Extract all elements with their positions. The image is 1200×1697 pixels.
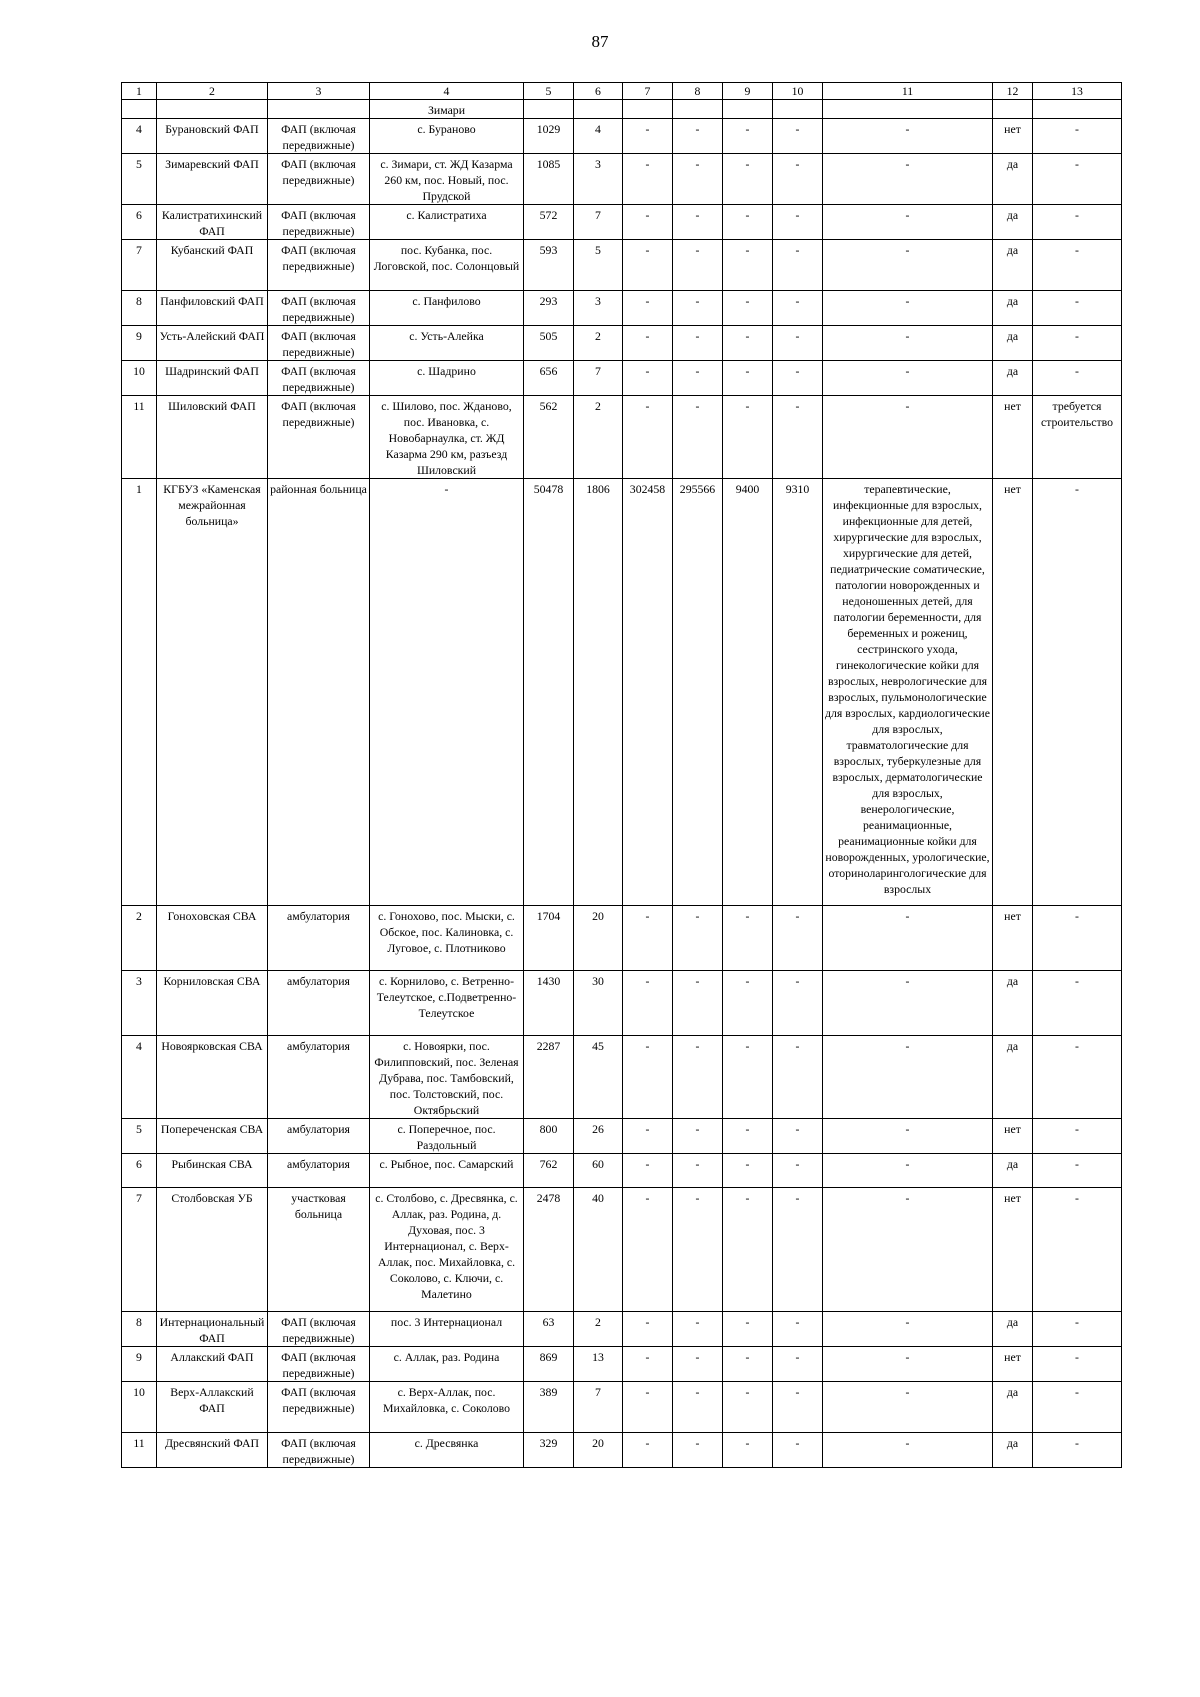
col-8-value: - — [673, 291, 723, 326]
facility-type: районная больница — [268, 479, 370, 906]
col-6-value: 20 — [574, 906, 623, 971]
row-number: 11 — [122, 1433, 157, 1468]
col-8-value: - — [673, 1119, 723, 1154]
col-10-value: - — [773, 971, 823, 1036]
col-7-value: - — [623, 361, 673, 396]
facility-type: амбулатория — [268, 1036, 370, 1119]
bed-profiles: - — [823, 1036, 993, 1119]
col-10-value: - — [773, 240, 823, 291]
facility-name: Корниловская СВА — [157, 971, 268, 1036]
table-row — [122, 361, 1122, 396]
served-settlements: с. Верх-Аллак, пос. Михайловка, с. Соколово — [370, 1382, 524, 1433]
col-10-value: - — [773, 396, 823, 479]
facility-name: Усть-Алейский ФАП — [157, 326, 268, 361]
col-10-value: - — [773, 1154, 823, 1188]
facility-type: ФАП (включая передвижные) — [268, 205, 370, 240]
table-row — [122, 240, 1122, 291]
row-number — [122, 100, 157, 119]
col-12-value: да — [993, 971, 1033, 1036]
facilities-table — [121, 82, 1122, 1468]
bed-profiles: - — [823, 205, 993, 240]
table-row — [122, 291, 1122, 326]
facility-name: Попереченская СВА — [157, 1119, 268, 1154]
col-7-value: - — [623, 1154, 673, 1188]
facility-type: участковая больница — [268, 1188, 370, 1312]
col-8-value: - — [673, 396, 723, 479]
col-12-value: нет — [993, 906, 1033, 971]
col-6-value: 1806 — [574, 479, 623, 906]
facility-type — [268, 100, 370, 119]
col-10-value: - — [773, 1119, 823, 1154]
col-5-value: 50478 — [524, 479, 574, 906]
header-cell: 2 — [157, 83, 268, 100]
col-7-value: - — [623, 154, 673, 205]
row-number: 8 — [122, 291, 157, 326]
facility-type: ФАП (включая передвижные) — [268, 240, 370, 291]
col-8-value: - — [673, 971, 723, 1036]
col-5-value: 1430 — [524, 971, 574, 1036]
col-5-value: 869 — [524, 1347, 574, 1382]
col-13-value: - — [1033, 1433, 1122, 1468]
col-5-value: 63 — [524, 1312, 574, 1347]
facility-type: ФАП (включая передвижные) — [268, 1433, 370, 1468]
facility-type: ФАП (включая передвижные) — [268, 291, 370, 326]
col-10-value — [773, 100, 823, 119]
served-settlements: Зимари — [370, 100, 524, 119]
col-5-value: 505 — [524, 326, 574, 361]
col-5-value: 800 — [524, 1119, 574, 1154]
col-12-value: да — [993, 240, 1033, 291]
col-12-value: да — [993, 1312, 1033, 1347]
row-number: 4 — [122, 119, 157, 154]
row-number: 7 — [122, 240, 157, 291]
col-7-value: - — [623, 1119, 673, 1154]
col-5-value: 389 — [524, 1382, 574, 1433]
facility-type: ФАП (включая передвижные) — [268, 326, 370, 361]
row-number: 5 — [122, 154, 157, 205]
col-6-value: 7 — [574, 1382, 623, 1433]
col-13-value: - — [1033, 291, 1122, 326]
col-10-value: 9310 — [773, 479, 823, 906]
bed-profiles: - — [823, 119, 993, 154]
facility-name: Столбовская УБ — [157, 1188, 268, 1312]
col-6-value: 2 — [574, 1312, 623, 1347]
table-row — [122, 1347, 1122, 1382]
served-settlements: с. Зимари, ст. ЖД Казарма 260 км, пос. Новый, пос. Прудской — [370, 154, 524, 205]
header-cell: 3 — [268, 83, 370, 100]
col-12-value: да — [993, 1036, 1033, 1119]
facility-type: ФАП (включая передвижные) — [268, 119, 370, 154]
col-8-value: - — [673, 1036, 723, 1119]
facility-type: амбулатория — [268, 1119, 370, 1154]
col-6-value: 13 — [574, 1347, 623, 1382]
header-cell: 8 — [673, 83, 723, 100]
col-12-value: да — [993, 154, 1033, 205]
table-row — [122, 154, 1122, 205]
col-9-value — [723, 100, 773, 119]
bed-profiles: - — [823, 971, 993, 1036]
col-10-value: - — [773, 119, 823, 154]
col-6-value: 30 — [574, 971, 623, 1036]
bed-profiles: - — [823, 361, 993, 396]
bed-profiles: - — [823, 291, 993, 326]
served-settlements: с. Корнилово, с. Ветренно-Телеутское, с.Подветренно-Телеутское — [370, 971, 524, 1036]
facility-name: Верх-Аллакский ФАП — [157, 1382, 268, 1433]
col-13-value — [1033, 100, 1122, 119]
col-12-value — [993, 100, 1033, 119]
col-10-value: - — [773, 154, 823, 205]
facility-name: Шиловский ФАП — [157, 396, 268, 479]
col-9-value: - — [723, 1188, 773, 1312]
col-5-value: 593 — [524, 240, 574, 291]
col-9-value: - — [723, 1154, 773, 1188]
col-9-value: - — [723, 326, 773, 361]
row-number: 10 — [122, 1382, 157, 1433]
col-13-value: требуется строительство — [1033, 396, 1122, 479]
col-8-value: - — [673, 1188, 723, 1312]
col-9-value: - — [723, 1382, 773, 1433]
served-settlements: с. Усть-Алейка — [370, 326, 524, 361]
col-9-value: - — [723, 906, 773, 971]
facility-type: ФАП (включая передвижные) — [268, 1312, 370, 1347]
col-12-value: нет — [993, 119, 1033, 154]
facility-name: Шадринский ФАП — [157, 361, 268, 396]
table-row — [122, 1188, 1122, 1312]
row-number: 7 — [122, 1188, 157, 1312]
bed-profiles: - — [823, 1312, 993, 1347]
col-7-value: - — [623, 240, 673, 291]
col-13-value: - — [1033, 906, 1122, 971]
table-row — [122, 1382, 1122, 1433]
col-10-value: - — [773, 1347, 823, 1382]
col-6-value: 5 — [574, 240, 623, 291]
col-12-value: да — [993, 1433, 1033, 1468]
table-row — [122, 971, 1122, 1036]
col-12-value: нет — [993, 396, 1033, 479]
facility-name: Панфиловский ФАП — [157, 291, 268, 326]
row-number: 9 — [122, 1347, 157, 1382]
col-13-value: - — [1033, 1347, 1122, 1382]
served-settlements: с. Дресвянка — [370, 1433, 524, 1468]
col-9-value: - — [723, 1312, 773, 1347]
facility-name: Калистратихинский ФАП — [157, 205, 268, 240]
col-12-value: нет — [993, 1347, 1033, 1382]
row-number: 5 — [122, 1119, 157, 1154]
col-10-value: - — [773, 1188, 823, 1312]
row-number: 1 — [122, 479, 157, 906]
table-row — [122, 396, 1122, 479]
header-cell: 7 — [623, 83, 673, 100]
facility-type: ФАП (включая передвижные) — [268, 361, 370, 396]
col-12-value: да — [993, 205, 1033, 240]
col-5-value: 1029 — [524, 119, 574, 154]
col-13-value: - — [1033, 240, 1122, 291]
col-8-value: - — [673, 1154, 723, 1188]
row-number: 6 — [122, 1154, 157, 1188]
served-settlements: с. Шадрино — [370, 361, 524, 396]
col-7-value: - — [623, 1347, 673, 1382]
facility-name: Новоярковская СВА — [157, 1036, 268, 1119]
col-5-value: 656 — [524, 361, 574, 396]
facility-name: Рыбинская СВА — [157, 1154, 268, 1188]
header-cell: 1 — [122, 83, 157, 100]
col-6-value: 26 — [574, 1119, 623, 1154]
bed-profiles: - — [823, 326, 993, 361]
served-settlements: - — [370, 479, 524, 906]
col-5-value — [524, 100, 574, 119]
col-13-value: - — [1033, 205, 1122, 240]
col-6-value: 40 — [574, 1188, 623, 1312]
table-row — [122, 479, 1122, 906]
bed-profiles: - — [823, 1119, 993, 1154]
col-7-value: - — [623, 291, 673, 326]
col-8-value: - — [673, 361, 723, 396]
bed-profiles: - — [823, 396, 993, 479]
served-settlements: с. Аллак, раз. Родина — [370, 1347, 524, 1382]
bed-profiles: - — [823, 154, 993, 205]
table-row — [122, 1119, 1122, 1154]
col-9-value: - — [723, 291, 773, 326]
col-5-value: 329 — [524, 1433, 574, 1468]
facility-name — [157, 100, 268, 119]
col-13-value: - — [1033, 1036, 1122, 1119]
col-9-value: - — [723, 119, 773, 154]
col-9-value: - — [723, 361, 773, 396]
row-number: 10 — [122, 361, 157, 396]
col-10-value: - — [773, 906, 823, 971]
col-8-value: 295566 — [673, 479, 723, 906]
facility-type: ФАП (включая передвижные) — [268, 396, 370, 479]
row-number: 8 — [122, 1312, 157, 1347]
header-cell: 5 — [524, 83, 574, 100]
col-6-value: 45 — [574, 1036, 623, 1119]
col-6-value: 20 — [574, 1433, 623, 1468]
table-row — [122, 205, 1122, 240]
col-8-value — [673, 100, 723, 119]
col-7-value: - — [623, 971, 673, 1036]
col-7-value — [623, 100, 673, 119]
facility-name: Бурановский ФАП — [157, 119, 268, 154]
col-9-value: - — [723, 240, 773, 291]
col-8-value: - — [673, 154, 723, 205]
facility-type: амбулатория — [268, 906, 370, 971]
col-12-value: да — [993, 1154, 1033, 1188]
facility-name: Гонохoвская СВА — [157, 906, 268, 971]
served-settlements: пос. Кубанка, пос. Логовской, пос. Солонцовый — [370, 240, 524, 291]
col-5-value: 572 — [524, 205, 574, 240]
bed-profiles: - — [823, 1433, 993, 1468]
facility-name: Кубанский ФАП — [157, 240, 268, 291]
col-13-value: - — [1033, 971, 1122, 1036]
col-8-value: - — [673, 240, 723, 291]
col-7-value: - — [623, 1188, 673, 1312]
facility-type: ФАП (включая передвижные) — [268, 1347, 370, 1382]
bed-profiles — [823, 100, 993, 119]
bed-profiles: - — [823, 1188, 993, 1312]
col-12-value: нет — [993, 1188, 1033, 1312]
col-5-value: 1085 — [524, 154, 574, 205]
col-10-value: - — [773, 205, 823, 240]
col-10-value: - — [773, 1312, 823, 1347]
col-7-value: - — [623, 205, 673, 240]
header-cell: 6 — [574, 83, 623, 100]
table-row — [122, 906, 1122, 971]
facility-type: ФАП (включая передвижные) — [268, 154, 370, 205]
col-6-value: 2 — [574, 326, 623, 361]
col-13-value: - — [1033, 154, 1122, 205]
header-cell: 4 — [370, 83, 524, 100]
row-number: 9 — [122, 326, 157, 361]
col-8-value: - — [673, 1382, 723, 1433]
header-row — [122, 83, 1122, 100]
col-8-value: - — [673, 1347, 723, 1382]
col-8-value: - — [673, 1433, 723, 1468]
col-5-value: 1704 — [524, 906, 574, 971]
col-6-value: 7 — [574, 205, 623, 240]
col-6-value: 2 — [574, 396, 623, 479]
served-settlements: с. Гонохово, пос. Мыски, с. Обское, пос. Калиновка, с. Луговое, с. Плотниково — [370, 906, 524, 971]
table-row — [122, 119, 1122, 154]
col-6-value: 4 — [574, 119, 623, 154]
col-12-value: да — [993, 1382, 1033, 1433]
col-7-value: - — [623, 1036, 673, 1119]
facility-name: КГБУЗ «Каменская межрайонная больница» — [157, 479, 268, 906]
col-7-value: - — [623, 396, 673, 479]
col-7-value: 302458 — [623, 479, 673, 906]
table-row — [122, 326, 1122, 361]
col-9-value: - — [723, 154, 773, 205]
header-cell: 12 — [993, 83, 1033, 100]
col-8-value: - — [673, 205, 723, 240]
facility-type: амбулатория — [268, 971, 370, 1036]
table-row — [122, 1433, 1122, 1468]
row-number: 11 — [122, 396, 157, 479]
col-7-value: - — [623, 119, 673, 154]
served-settlements: пос. 3 Интернационал — [370, 1312, 524, 1347]
col-9-value: - — [723, 971, 773, 1036]
col-8-value: - — [673, 1312, 723, 1347]
bed-profiles: терапевтические, инфекционные для взрослых, инфекционные для детей, хирургические для взрослых, хирургические для детей, педиатрические соматические, патологии новорожденных и недоношенных детей, для патологии беременности, для беременных и рожениц, сестринского ухода, гинекологические койки для взрослых, неврологические для взрослых, пульмонологические для взрослых, кардиологические для взрослых, травматологические для взрослых, туберкулезные для взрослых, дерматологические для взрослых, венерологические, реанимационные, реанимационные койки для новорожденных, урологические, оториноларингологические для взрослых — [823, 479, 993, 906]
col-7-value: - — [623, 1433, 673, 1468]
col-5-value: 293 — [524, 291, 574, 326]
col-13-value: - — [1033, 1119, 1122, 1154]
header-cell: 11 — [823, 83, 993, 100]
header-cell: 10 — [773, 83, 823, 100]
row-number: 3 — [122, 971, 157, 1036]
col-10-value: - — [773, 1433, 823, 1468]
col-10-value: - — [773, 361, 823, 396]
col-13-value: - — [1033, 326, 1122, 361]
header-cell: 9 — [723, 83, 773, 100]
col-6-value: 3 — [574, 291, 623, 326]
facility-name: Интернациональный ФАП — [157, 1312, 268, 1347]
col-7-value: - — [623, 1382, 673, 1433]
bed-profiles: - — [823, 240, 993, 291]
served-settlements: с. Бураново — [370, 119, 524, 154]
row-number: 2 — [122, 906, 157, 971]
col-13-value: - — [1033, 1188, 1122, 1312]
col-5-value: 2287 — [524, 1036, 574, 1119]
col-7-value: - — [623, 906, 673, 971]
facility-type: ФАП (включая передвижные) — [268, 1382, 370, 1433]
facility-type: амбулатория — [268, 1154, 370, 1188]
col-10-value: - — [773, 1382, 823, 1433]
col-12-value: нет — [993, 1119, 1033, 1154]
header-cell: 13 — [1033, 83, 1122, 100]
col-9-value: - — [723, 396, 773, 479]
col-9-value: - — [723, 1347, 773, 1382]
served-settlements: с. Рыбное, пос. Самарский — [370, 1154, 524, 1188]
col-5-value: 762 — [524, 1154, 574, 1188]
col-13-value: - — [1033, 361, 1122, 396]
col-5-value: 562 — [524, 396, 574, 479]
col-13-value: - — [1033, 1154, 1122, 1188]
bed-profiles: - — [823, 906, 993, 971]
col-7-value: - — [623, 1312, 673, 1347]
facility-name: Аллакский ФАП — [157, 1347, 268, 1382]
col-12-value: да — [993, 291, 1033, 326]
col-9-value: - — [723, 205, 773, 240]
col-9-value: - — [723, 1119, 773, 1154]
col-9-value: 9400 — [723, 479, 773, 906]
col-6-value: 3 — [574, 154, 623, 205]
row-number: 4 — [122, 1036, 157, 1119]
facility-name: Зимаревский ФАП — [157, 154, 268, 205]
col-8-value: - — [673, 119, 723, 154]
col-6-value — [574, 100, 623, 119]
table-row — [122, 1312, 1122, 1347]
served-settlements: с. Панфилово — [370, 291, 524, 326]
col-10-value: - — [773, 326, 823, 361]
table-row — [122, 1154, 1122, 1188]
col-12-value: да — [993, 326, 1033, 361]
col-13-value: - — [1033, 119, 1122, 154]
bed-profiles: - — [823, 1382, 993, 1433]
col-13-value: - — [1033, 1312, 1122, 1347]
page-number: 87 — [591, 32, 609, 51]
served-settlements: с. Новоярки, пос. Филипповский, пос. Зеленая Дубрава, пос. Тамбовский, пос. Толстовский, пос. Октябрьский — [370, 1036, 524, 1119]
col-5-value: 2478 — [524, 1188, 574, 1312]
bed-profiles: - — [823, 1347, 993, 1382]
served-settlements: с. Поперечное, пос. Раздольный — [370, 1119, 524, 1154]
served-settlements: с. Шилово, пос. Ждановo, пос. Ивановка, с. Новобарнаулка, ст. ЖД Казарма 290 км, разъезд Шиловский — [370, 396, 524, 479]
table-row — [122, 1036, 1122, 1119]
col-7-value: - — [623, 326, 673, 361]
col-12-value: нет — [993, 479, 1033, 906]
col-9-value: - — [723, 1433, 773, 1468]
col-8-value: - — [673, 326, 723, 361]
served-settlements: с. Столбово, с. Дресвянка, с. Аллак, раз. Родина, д. Духовая, пос. 3 Интернационал, с. Верх-Аллак, пос. Михайловка, с. Соколово, с. Ключи, с. Малетино — [370, 1188, 524, 1312]
col-6-value: 60 — [574, 1154, 623, 1188]
col-10-value: - — [773, 291, 823, 326]
bed-profiles: - — [823, 1154, 993, 1188]
col-9-value: - — [723, 1036, 773, 1119]
facility-name: Дресвянский ФАП — [157, 1433, 268, 1468]
col-6-value: 7 — [574, 361, 623, 396]
served-settlements: с. Калистратиха — [370, 205, 524, 240]
col-12-value: да — [993, 361, 1033, 396]
col-13-value: - — [1033, 1382, 1122, 1433]
col-8-value: - — [673, 906, 723, 971]
row-number: 6 — [122, 205, 157, 240]
col-10-value: - — [773, 1036, 823, 1119]
table-row — [122, 100, 1122, 119]
col-13-value: - — [1033, 479, 1122, 906]
